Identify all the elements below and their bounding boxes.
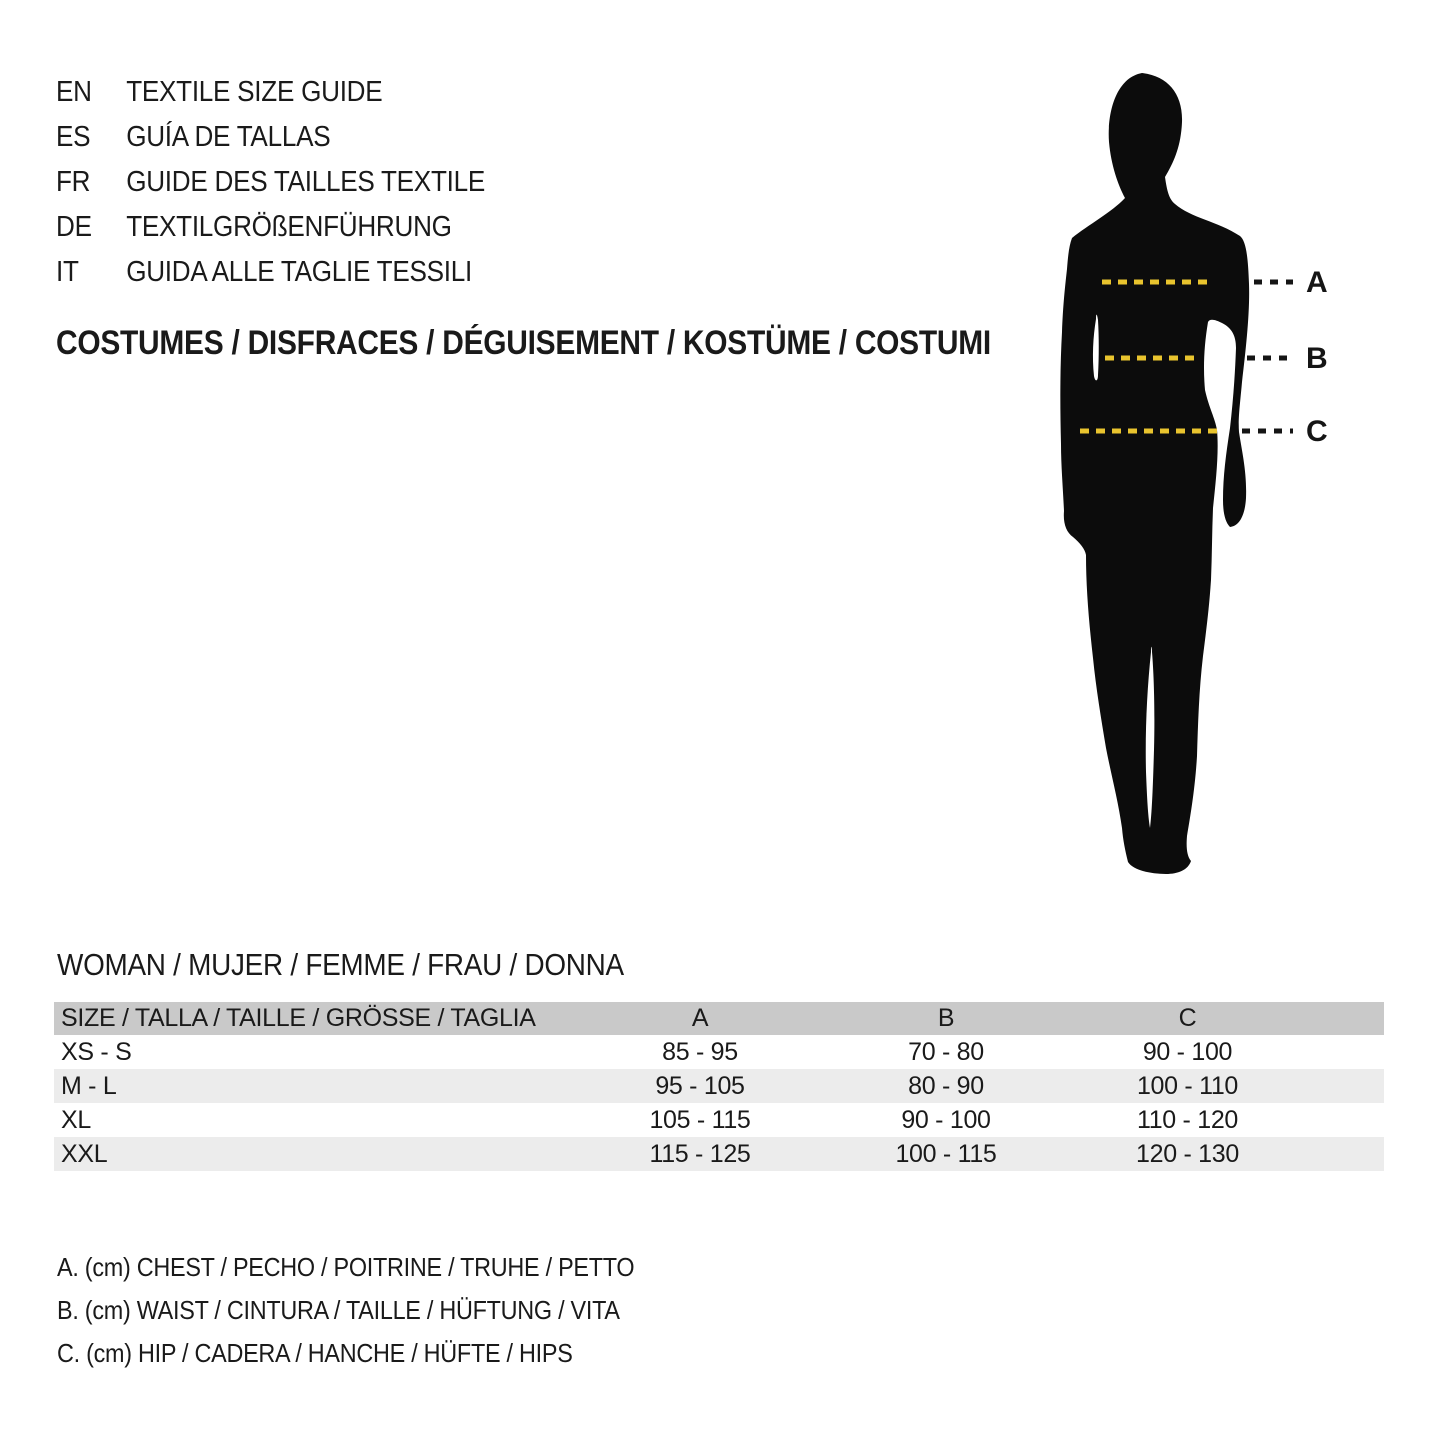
woman-silhouette: [1060, 73, 1249, 874]
language-title: GUIDE DES TAILLES TEXTILE: [126, 166, 485, 198]
language-code: FR: [56, 166, 91, 198]
chest-range-cell: 105 - 115: [649, 1105, 751, 1134]
size-cell: XXL: [61, 1139, 108, 1168]
legend-waist: B. (cm) WAIST / CINTURA / TAILLE / HÜFTUNG / VITA: [57, 1295, 620, 1325]
size-table-header-b: B: [824, 1002, 1068, 1035]
hip-range-cell: 90 - 100: [1142, 1037, 1233, 1066]
language-row-it: [56, 250, 485, 295]
size-table-header-row: [54, 1002, 1384, 1035]
size-table-header-a: A: [576, 1002, 824, 1035]
size-table: [54, 1002, 1384, 1171]
chest-range-cell: 115 - 125: [649, 1139, 751, 1168]
category-title: COSTUMES / DISFRACES / DÉGUISEMENT / KOSTÜME / COSTUMI: [56, 324, 991, 362]
measure-label-c: C: [1306, 415, 1328, 448]
language-title: GUÍA DE TALLAS: [126, 121, 331, 153]
language-code: EN: [56, 76, 92, 108]
size-table-header-size: SIZE / TALLA / TAILLE / GRÖSSE / TAGLIA: [54, 1002, 576, 1035]
measurement-legend: [57, 1246, 698, 1375]
language-code: DE: [56, 211, 92, 243]
language-row-en: [56, 70, 485, 115]
chest-range-cell: 95 - 105: [655, 1071, 745, 1100]
hip-range-cell: 120 - 130: [1136, 1139, 1239, 1168]
measure-label-a: A: [1306, 266, 1328, 299]
language-title: GUIDA ALLE TAGLIE TESSILI: [126, 256, 472, 288]
table-row-xxl: [54, 1137, 1384, 1171]
language-title: TEXTILGRÖßENFÜHRUNG: [126, 211, 452, 243]
language-title: TEXTILE SIZE GUIDE: [126, 76, 383, 108]
language-row-es: [56, 115, 485, 160]
size-cell: XL: [61, 1105, 91, 1134]
table-row-xl: [54, 1103, 1384, 1137]
waist-range-cell: 80 - 90: [908, 1071, 984, 1100]
language-title-list: [56, 70, 533, 295]
waist-range-cell: 90 - 100: [901, 1105, 991, 1134]
size-cell: XS - S: [61, 1037, 132, 1066]
woman-silhouette-figure: [1030, 60, 1400, 890]
waist-range-cell: 70 - 80: [908, 1037, 984, 1066]
hip-range-cell: 100 - 110: [1136, 1071, 1239, 1100]
language-row-fr: [56, 160, 485, 205]
table-row-m-l: [54, 1069, 1384, 1103]
hip-range-cell: 110 - 120: [1136, 1105, 1239, 1134]
measure-label-b: B: [1306, 342, 1328, 375]
legend-chest: A. (cm) CHEST / PECHO / POITRINE / TRUHE / PETTO: [57, 1252, 635, 1282]
waist-range-cell: 100 - 115: [895, 1139, 997, 1168]
chest-range-cell: 85 - 95: [662, 1037, 738, 1066]
size-table-header-c: C: [1068, 1002, 1384, 1035]
legend-hip: C. (cm) HIP / CADERA / HANCHE / HÜFTE / HIPS: [57, 1338, 573, 1368]
language-code: ES: [56, 121, 91, 153]
size-cell: M - L: [61, 1071, 117, 1100]
woman-section-title: WOMAN / MUJER / FEMME / FRAU / DONNA: [57, 947, 624, 982]
language-row-de: [56, 205, 485, 250]
table-row-xs-s: [54, 1035, 1384, 1069]
language-code: IT: [56, 256, 79, 288]
